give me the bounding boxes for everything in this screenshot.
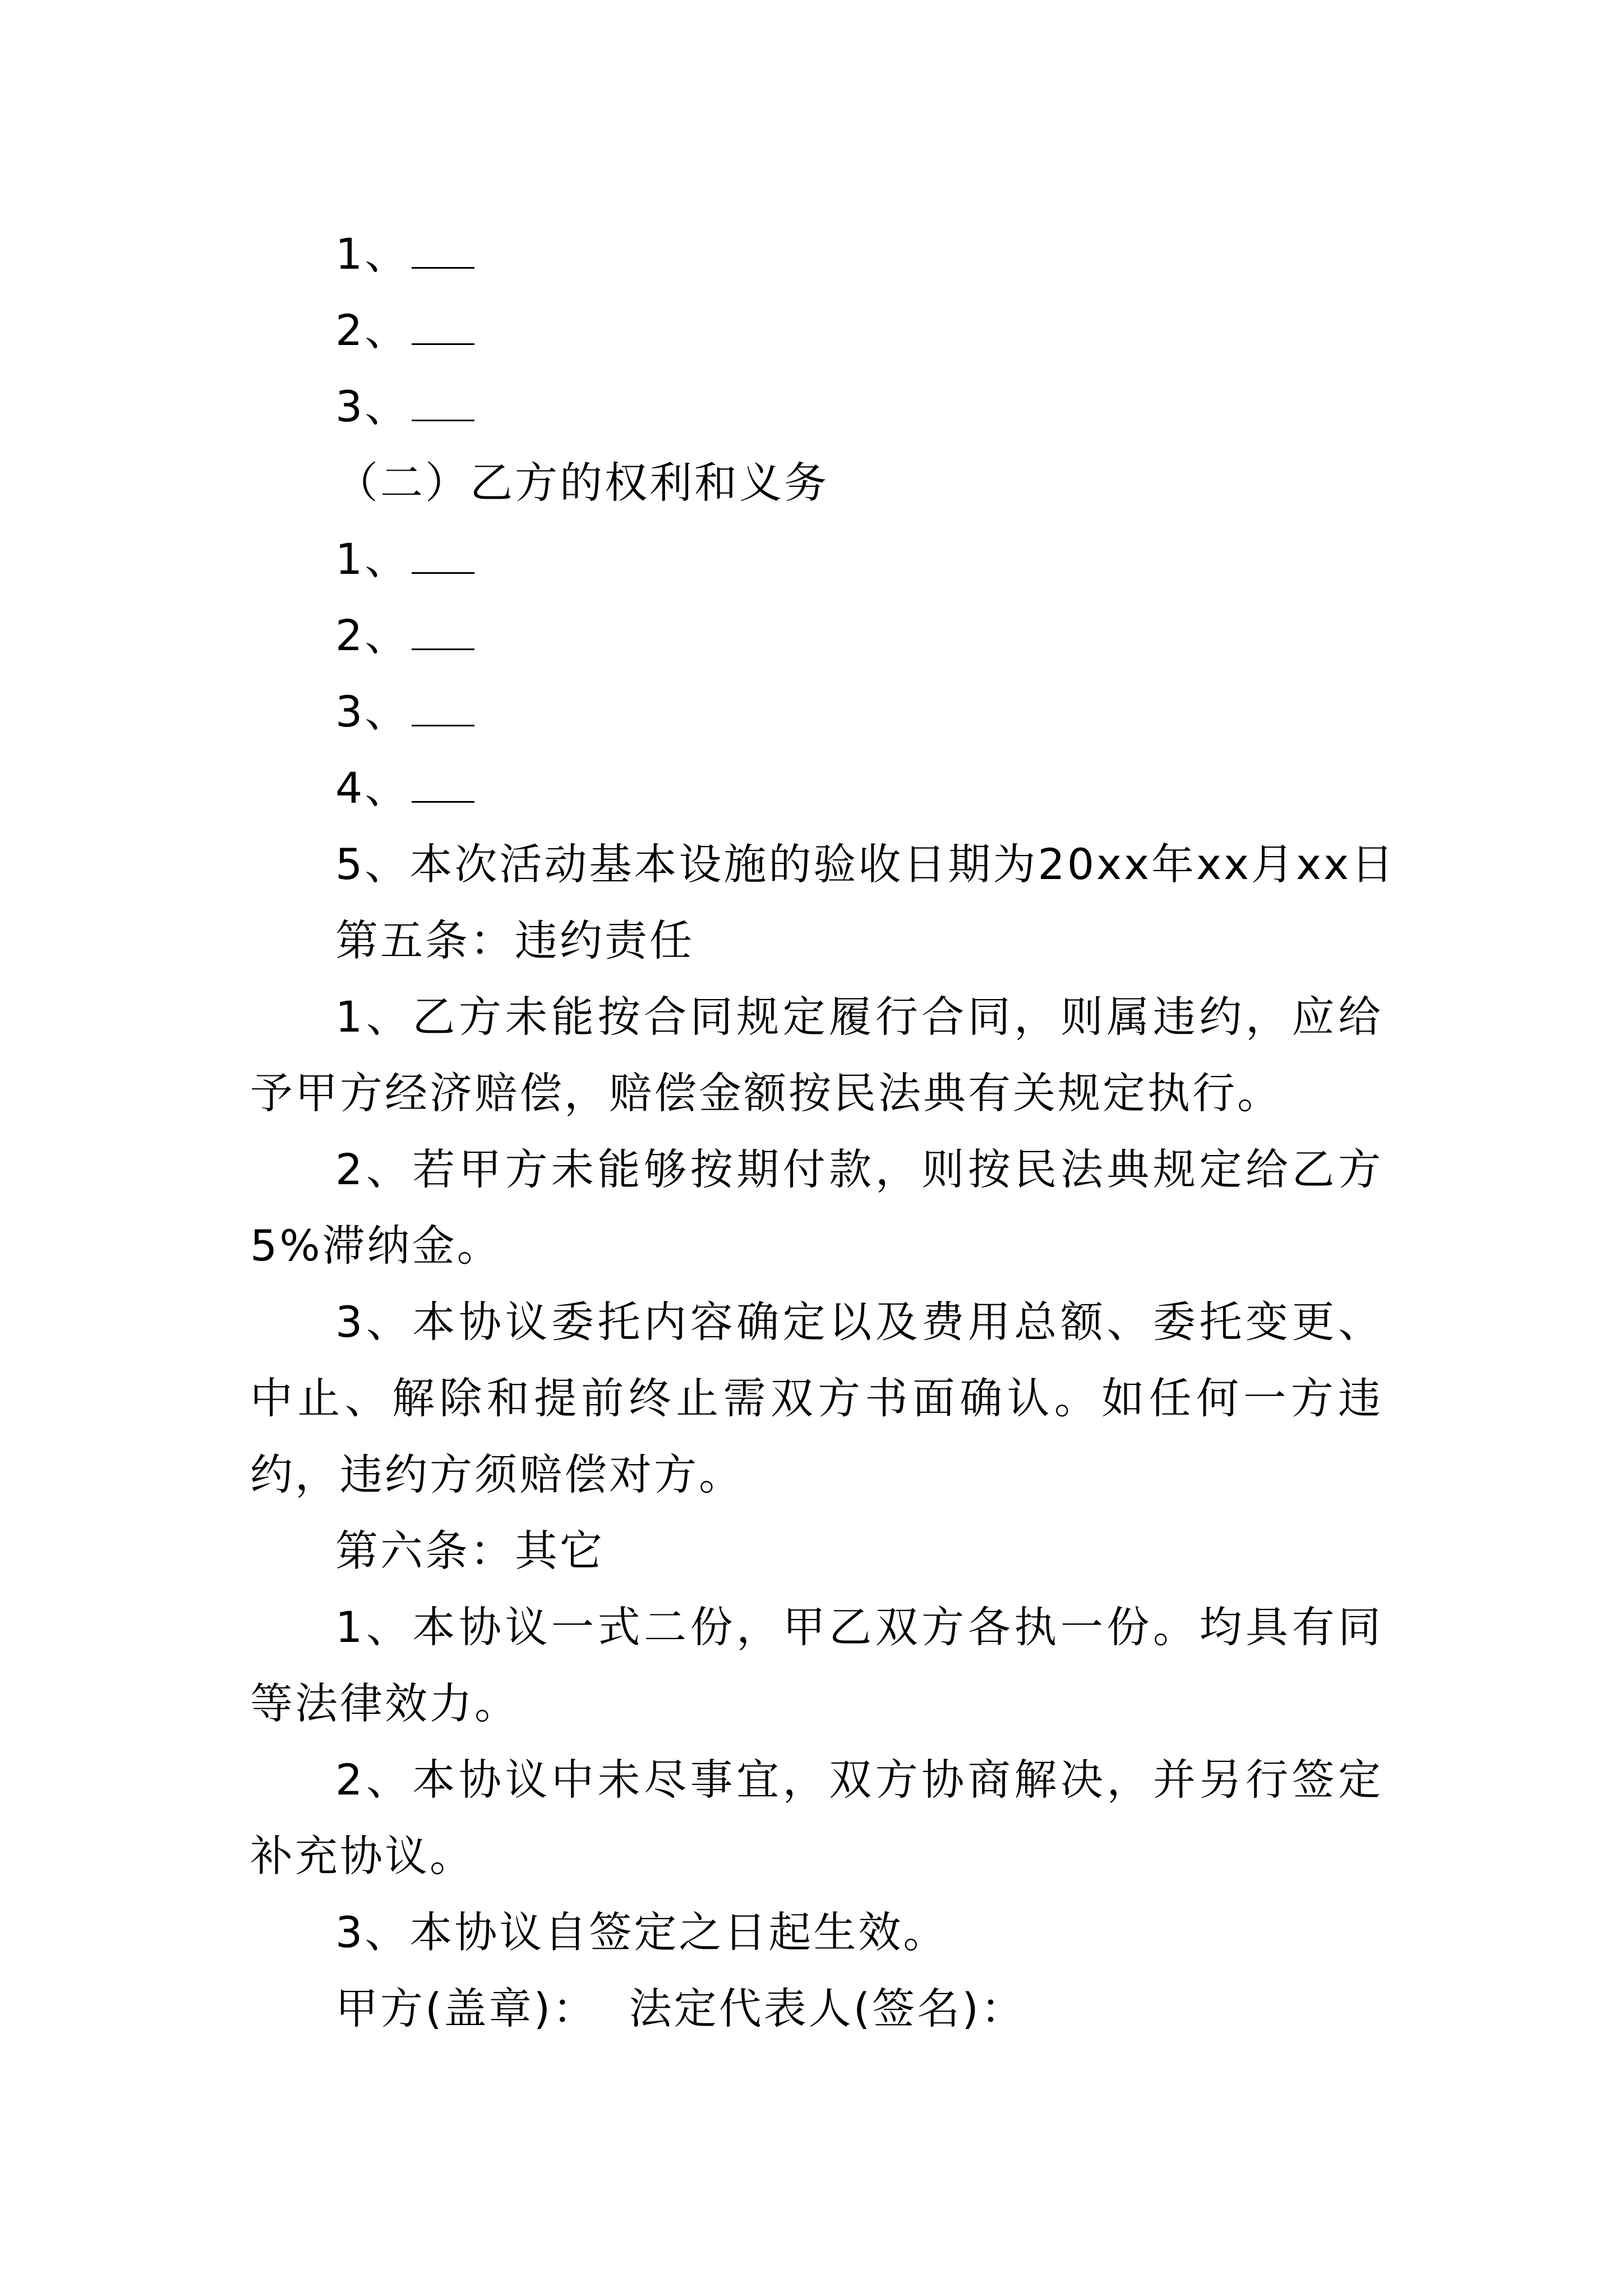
article-5-paragraph-2: 2、若甲方未能够按期付款，则按民法典规定给乙方5%滞纳金。 bbox=[250, 1144, 1383, 1271]
acceptance-date-item: 5、本次活动基本设施的验收日期为20xx年xx月xx日 bbox=[335, 839, 1396, 889]
party-a-item-1: 1、 bbox=[250, 216, 1383, 292]
blank-line bbox=[412, 539, 474, 574]
article-6-paragraph-2: 2、本协议中未尽事宜，双方协商解决，并另行签定补充协议。 bbox=[250, 1755, 1383, 1881]
blank-line bbox=[412, 310, 474, 345]
party-b-item-3: 3、 bbox=[250, 674, 1383, 750]
article-5-paragraph-1: 1、乙方未能按合同规定履行合同，则属违约，应给予甲方经济赔偿，赔偿金额按民法典有关规定执行。 bbox=[250, 992, 1383, 1118]
party-a-item-3: 3、 bbox=[250, 369, 1383, 445]
blank-line bbox=[412, 386, 474, 421]
blank-line bbox=[412, 615, 474, 650]
article-6-paragraph-1: 1、本协议一式二份，甲乙双方各执一份。均具有同等法律效力。 bbox=[250, 1602, 1383, 1728]
article-5-paragraph-3: 3、本协议委托内容确定以及费用总额、委托变更、中止、解除和提前终止需双方书面确认。如任何一方违约，违约方须赔偿对方。 bbox=[250, 1297, 1383, 1499]
blank-line bbox=[412, 767, 474, 803]
party-a-item-2: 2、 bbox=[250, 292, 1383, 369]
article-5-heading: 第五条：违约责任 bbox=[335, 915, 694, 965]
section-b-heading: （二）乙方的权利和义务 bbox=[335, 458, 829, 508]
party-b-item-2: 2、 bbox=[250, 597, 1383, 674]
document-body bbox=[250, 216, 1396, 2047]
blank-line bbox=[412, 691, 474, 726]
signature-line: 甲方(盖章)： 法定代表人(签名)： bbox=[335, 1984, 1026, 2033]
article-6-heading: 第六条：其它 bbox=[335, 1526, 605, 1576]
article-6-paragraph-3: 3、本协议自签定之日起生效。 bbox=[335, 1907, 948, 1957]
party-b-item-4: 4、 bbox=[250, 750, 1383, 826]
party-b-item-1: 1、 bbox=[250, 521, 1383, 597]
blank-line bbox=[412, 233, 474, 269]
